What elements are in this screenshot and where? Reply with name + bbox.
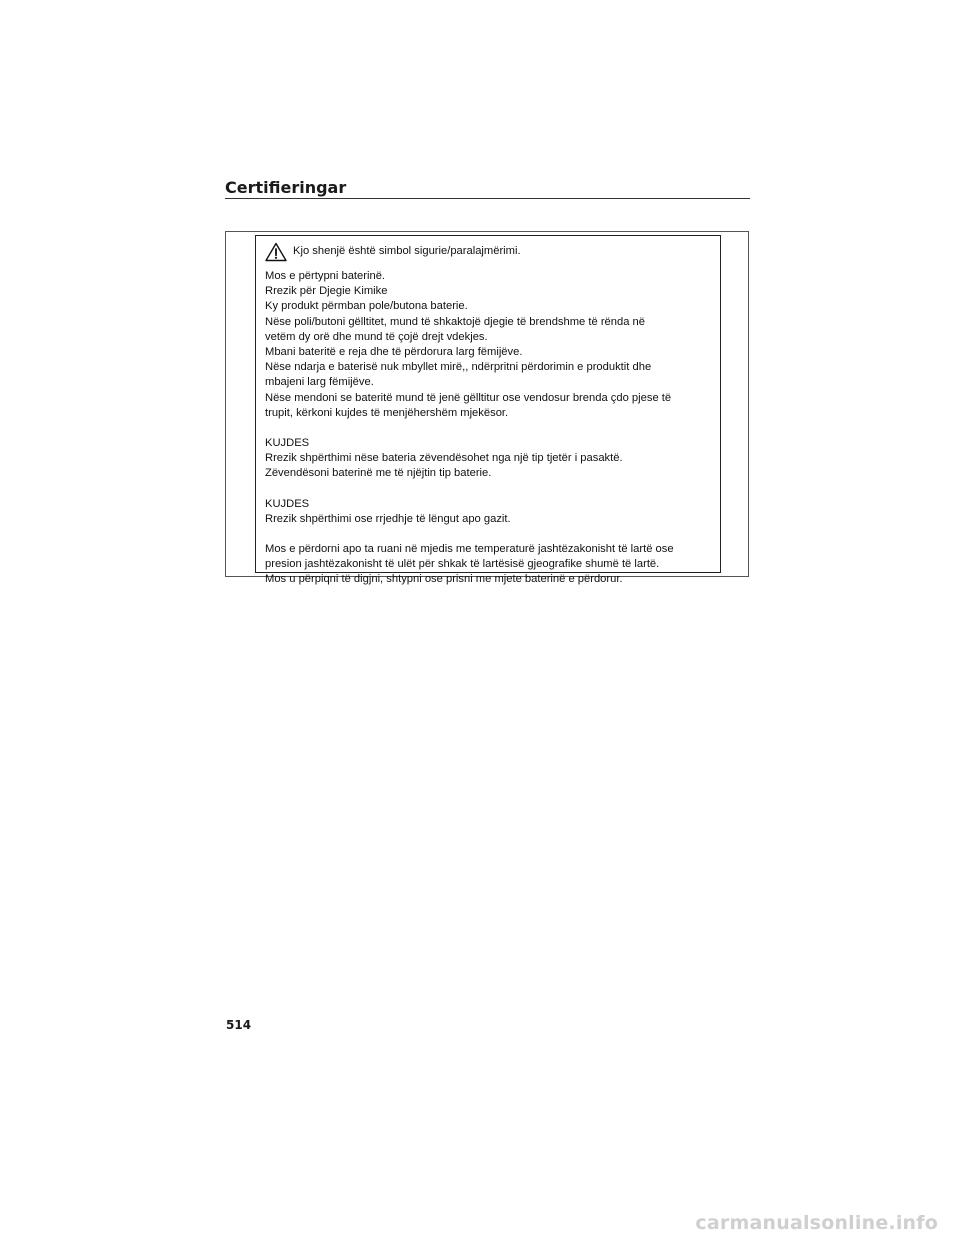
battery-warning-notice (255, 235, 721, 586)
notice-paragraph (265, 269, 712, 421)
notice-line: Rrezik për Djegie Kimike (265, 285, 388, 298)
section-title: Certifieringar (225, 178, 347, 197)
notice-line: Mbani bateritë e reja dhe të përdorura larg fëmijëve. (265, 346, 523, 359)
notice-line: Zëvendësoni baterinë me të njëjtin tip baterie. (265, 467, 492, 480)
title-divider (225, 198, 750, 199)
notice-body (265, 269, 712, 588)
notice-line: trupit, kërkoni kujdes të menjëhershëm mjekësor. (265, 406, 509, 419)
notice-line: Mos u përpiqni të digjni, shtypni ose prisni me mjete baterinë e përdorur. (265, 573, 623, 586)
notice-line: Nëse poli/butoni gëlltitet, mund të shkaktojë djegie të brendshme të rënda në (265, 315, 645, 328)
notice-line: Mos e përtypni baterinë. (265, 270, 386, 282)
notice-line: KUJDES (265, 497, 310, 510)
notice-line: Ky produkt përmban pole/butona baterie. (265, 300, 468, 313)
page-number: 514 (226, 1018, 252, 1032)
notice-line: presion jashtëzakonisht të ulët për shkak të lartësisë gjeografike shumë të lartë. (265, 558, 660, 571)
warning-triangle-icon (265, 242, 287, 262)
notice-line: Rrezik shpërthimi ose rrjedhje të lëngut apo gazit. (265, 512, 511, 525)
notice-line: KUJDES (265, 437, 310, 450)
notice-line: Mos e përdorni apo ta ruani në mjedis me temperaturë jashtëzakonisht të lartë ose (265, 543, 674, 556)
notice-line: Nëse mendoni se bateritë mund të jenë gëlltitur ose vendosur brenda çdo pjese të (265, 391, 672, 404)
warning-row (265, 241, 712, 263)
warning-symbol-text: Kjo shenjë është simbol sigurie/paralajmërimi. (293, 245, 521, 258)
notice-line: vetëm dy orë dhe mund të çojë drejt vdekjes. (265, 330, 488, 343)
notice-paragraph (265, 497, 712, 527)
notice-line: Nëse ndarja e baterisë nuk mbyllet mirë,, ndërpritni përdorimin e produktit dhe (265, 361, 652, 374)
watermark: carmanualsonline.info (695, 1212, 938, 1234)
notice-paragraph (265, 436, 712, 482)
notice-line: mbajeni larg fëmijëve. (265, 376, 374, 389)
notice-paragraph (265, 542, 712, 588)
notice-line: Rrezik shpërthimi nëse bateria zëvendësohet nga një tip tjetër i pasaktë. (265, 452, 623, 465)
